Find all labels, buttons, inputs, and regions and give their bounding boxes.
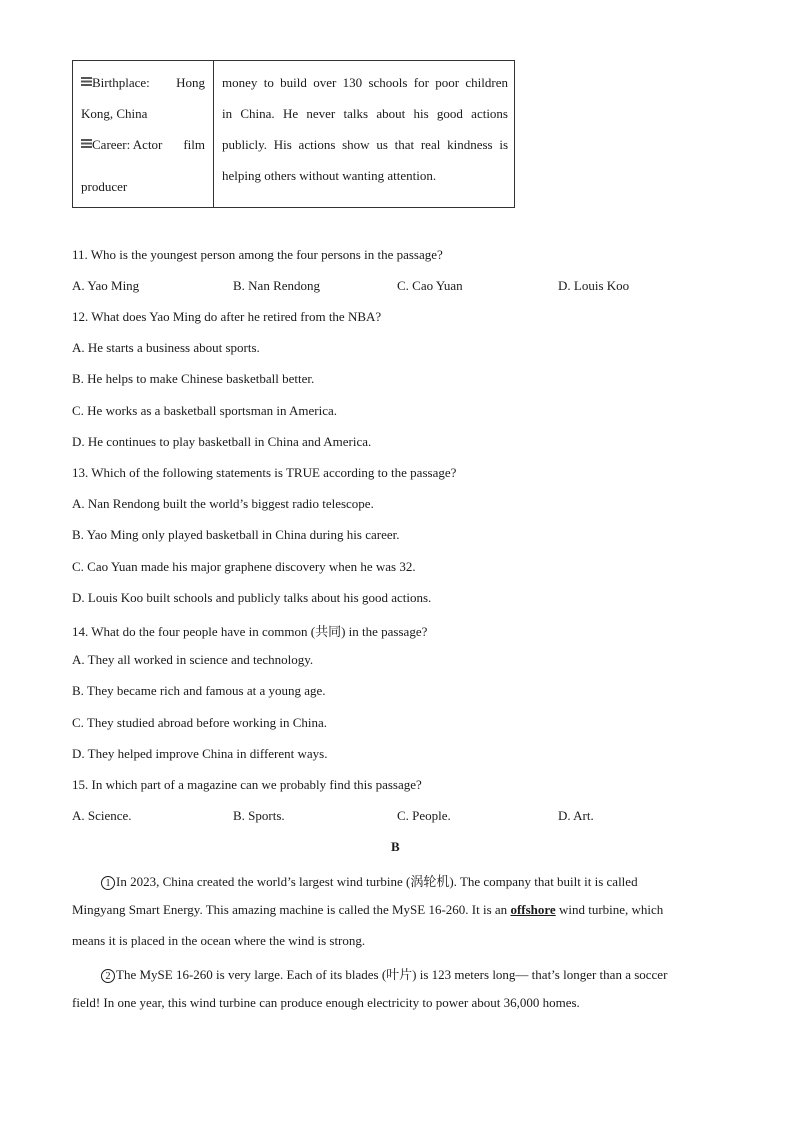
paragraph-1-text: wind turbine, which [555,902,664,917]
info-table-left-cell [73,61,214,208]
question-12-option-a: A. He starts a business about sports. [72,340,260,355]
question-12-option-d: D. He continues to play basketball in China and America. [72,434,372,449]
question-15-option-c: C. People. [397,808,451,823]
paragraph-1-line-2 [72,902,663,918]
question-13-option-a: A. Nan Rendong built the world’s biggest radio telescope. [72,496,374,511]
list-bullet-icon [81,77,92,86]
table-text-line: publicly. His actions show us that real kindness is [222,137,508,152]
question-12-option-c: C. He works as a basketball sportsman in America. [72,403,337,418]
paragraph-1-line-3: means it is placed in the ocean where the wind is strong. [72,933,366,948]
info-table-right-cell [214,61,515,208]
question-11-stem: 11. Who is the youngest person among the four persons in the passage? [72,247,443,262]
question-11-option-c: C. Cao Yuan [397,278,463,293]
question-13-stem: 13. Which of the following statements is TRUE according to the passage? [72,465,457,480]
question-11-option-b: B. Nan Rendong [233,278,321,293]
paragraph-number-1: 1 [101,876,115,890]
birthplace-line [81,75,205,91]
question-13-option-b: B. Yao Ming only played basketball in China during his career. [72,527,400,542]
section-b-title: B [391,839,400,854]
career-label: Career: Actor [92,137,163,152]
question-12-option-b: B. He helps to make Chinese basketball better. [72,371,315,386]
paragraph-1-text: In 2023, China created the world’s largest wind turbine (涡轮机). The company that built it is called [116,874,638,889]
question-15-option-a: A. Science. [72,808,132,823]
birthplace-label: Birthplace: [92,75,150,90]
question-15-option-b: B. Sports. [233,808,285,823]
table-text-line: in China. He never talks about his good actions [222,106,508,121]
question-14-option-d: D. They helped improve China in different ways. [72,746,328,761]
birthplace-value: Hong [176,75,205,90]
table-text-line: helping others without wanting attention. [222,168,437,183]
paragraph-1-line-1 [101,871,638,890]
career-value: film [183,137,205,152]
table-text-line: money to build over 130 schools for poor children [222,75,508,90]
question-15-option-d: D. Art. [558,808,594,823]
question-11-option-a: A. Yao Ming [72,278,140,293]
paragraph-1-text: Mingyang Smart Energy. This amazing machine is called the MySE 16-260. It is an [72,902,511,917]
question-14-stem: 14. What do the four people have in common (共同) in the passage? [72,624,428,639]
question-13-option-d: D. Louis Koo built schools and publicly talks about his good actions. [72,590,432,605]
career-line [81,137,205,153]
question-14-option-b: B. They became rich and famous at a young age. [72,683,326,698]
list-bullet-icon [81,139,92,148]
question-14-option-a: A. They all worked in science and technology. [72,652,314,667]
question-11-option-d: D. Louis Koo [558,278,630,293]
paragraph-2-text: The MySE 16-260 is very large. Each of its blades (叶片) is 123 meters long— that’s longer than a soccer [116,967,668,982]
paragraph-2-line-2: field! In one year, this wind turbine can produce enough electricity to power about 36,000 homes. [72,995,580,1010]
question-14-option-c: C. They studied abroad before working in China. [72,715,328,730]
question-12-stem: 12. What does Yao Ming do after he retired from the NBA? [72,309,382,324]
paragraph-number-2: 2 [101,969,115,983]
info-table [72,60,515,208]
paragraph-2-line-1 [101,964,667,983]
question-15-stem: 15. In which part of a magazine can we probably find this passage? [72,777,422,792]
question-13-option-c: C. Cao Yuan made his major graphene discovery when he was 32. [72,559,416,574]
keyword-offshore: offshore [510,902,556,917]
career-continued: producer [81,179,128,194]
birthplace-continued: Kong, China [81,106,148,121]
